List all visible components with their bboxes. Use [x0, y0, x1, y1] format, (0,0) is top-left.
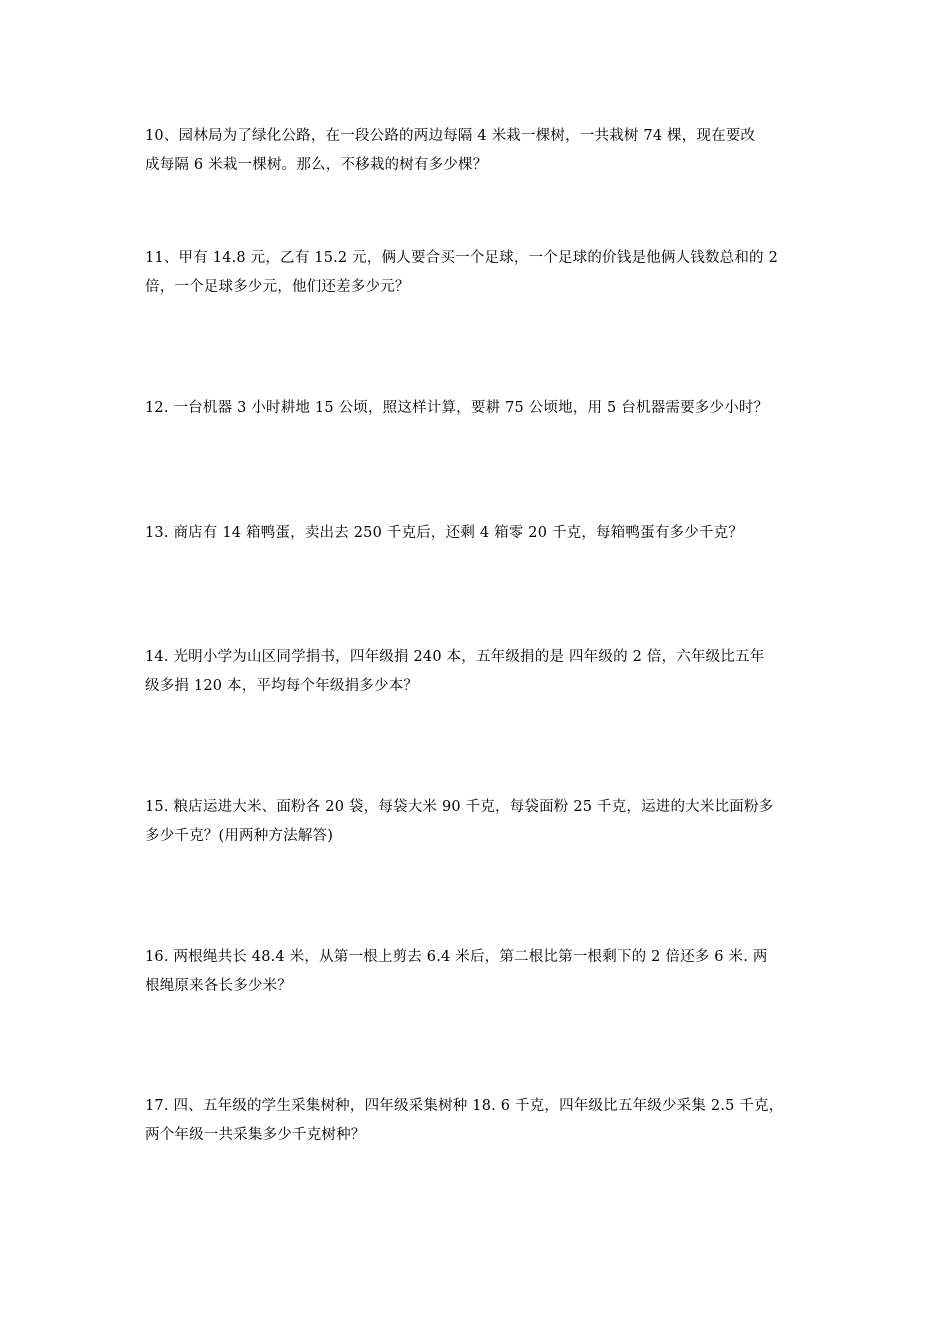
problem-11: [145, 244, 810, 302]
problem-17-line-2: 两个年级一共采集多少千克树种？: [145, 1127, 366, 1143]
problem-10: [145, 122, 810, 180]
problem-14-line-2: 级多捐 120 本，平均每个年级捐多少本？: [145, 678, 419, 694]
problem-10-line-2: 成每隔 6 米栽一棵树。那么，不移栽的树有多少棵？: [145, 157, 488, 173]
problem-13-line-1: 13. 商店有 14 箱鸭蛋，卖出去 250 千克后，还剩 4 箱零 20 千克，每箱鸭蛋有多少千克？: [145, 525, 744, 541]
problem-15: [145, 793, 810, 851]
problem-17-line-1: 17. 四、五年级的学生采集树种，四年级采集树种 18. 6 千克，四年级比五年级少采集 2.5 千克，: [145, 1098, 784, 1114]
problem-13: [145, 519, 810, 548]
problem-10-line-1: 10、园林局为了绿化公路，在一段公路的两边每隔 4 米栽一棵树，一共栽树 74 棵，现在要改: [145, 128, 756, 144]
problem-14-line-1: 14. 光明小学为山区同学捐书，四年级捐 240 本，五年级捐的是 四年级的 2 倍，六年级比五年: [145, 649, 765, 665]
problem-11-line-2: 倍，一个足球多少元，他们还差多少元？: [145, 279, 410, 295]
problem-17: [145, 1092, 810, 1150]
problem-16-line-2: 根绳原来各长多少米？: [145, 978, 292, 994]
problem-12: [145, 394, 810, 423]
problem-15-line-2: 多少千克？(用两种方法解答): [145, 828, 334, 844]
problem-12-line-1: 12. 一台机器 3 小时耕地 15 公顷，照这样计算，要耕 75 公顷地，用 5 台机器需要多少小时？: [145, 400, 769, 416]
problem-16: [145, 943, 810, 1001]
problem-11-line-1: 11、甲有 14.8 元，乙有 15.2 元，俩人要合买一个足球，一个足球的价钱是他俩人钱数总和的 2: [145, 250, 778, 266]
problem-15-line-1: 15. 粮店运进大米、面粉各 20 袋，每袋大米 90 千克，每袋面粉 25 千克，运进的大米比面粉多: [145, 799, 774, 815]
problem-16-line-1: 16. 两根绳共长 48.4 米，从第一根上剪去 6.4 米后，第二根比第一根剩下的 2 倍还多 6 米. 两: [145, 949, 768, 965]
problem-14: [145, 643, 810, 701]
